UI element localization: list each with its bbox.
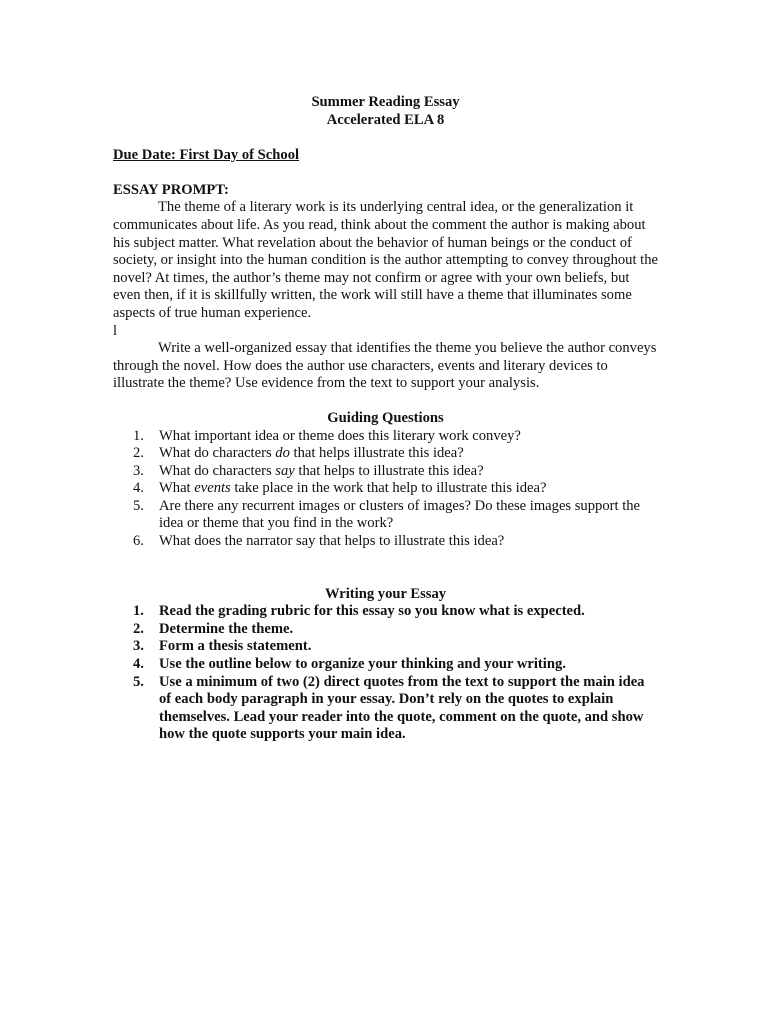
essay-prompt-paragraph-2: Write a well-organized essay that identifies the theme you believe the author conveys through the novel. How does the author use characters, events and literary devices to illustrate the theme? Use evidence from the text to support your analysis. <box>113 340 657 392</box>
list-item <box>113 674 658 744</box>
list-item <box>113 533 658 551</box>
spacer <box>113 551 658 586</box>
list-item <box>113 638 658 656</box>
writing-essay-heading: Writing your Essay <box>324 585 447 602</box>
list-item-number: 3. <box>133 638 144 655</box>
list-item-number: 2. <box>133 445 144 462</box>
list-item-text: What does the narrator say that helps to illustrate this idea? <box>159 533 505 550</box>
list-item-number: 3. <box>133 462 144 479</box>
list-item-text: What do characters <box>159 462 276 479</box>
list-item <box>113 603 658 621</box>
list-item-number: 4. <box>133 480 144 497</box>
document-subtitle: Accelerated ELA 8 <box>326 111 445 128</box>
guiding-questions-heading: Guiding Questions <box>327 409 444 426</box>
list-item <box>113 480 658 498</box>
list-item-text: Form a thesis statement. <box>159 638 312 655</box>
list-item-text: What <box>159 480 195 497</box>
list-item-text-end: that helps to illustrate this idea? <box>294 462 484 479</box>
writing-essay-list <box>113 603 658 744</box>
list-item-text: Determine the theme. <box>159 620 294 637</box>
list-item-emphasis: do <box>275 445 290 462</box>
list-item-text-end: take place in the work that help to illustrate this idea? <box>230 480 547 497</box>
list-item <box>113 656 658 674</box>
list-item-text: Use the outline below to organize your thinking and your writing. <box>159 656 566 673</box>
list-item <box>113 621 658 639</box>
list-item-number: 5. <box>133 497 144 514</box>
list-item-number: 5. <box>133 673 144 690</box>
list-item-number: 1. <box>133 603 144 620</box>
essay-prompt-heading: ESSAY PROMPT: <box>113 181 229 198</box>
list-item-text: What do characters <box>159 445 276 462</box>
list-item-emphasis: say <box>275 462 295 479</box>
list-item-number: 4. <box>133 656 144 673</box>
list-item-emphasis: events <box>194 480 231 497</box>
list-item <box>113 463 658 481</box>
stray-mark: l <box>113 322 118 339</box>
list-item <box>113 498 658 533</box>
list-item-text: What important idea or theme does this literary work convey? <box>159 427 521 444</box>
list-item-text-end: that helps illustrate this idea? <box>289 445 464 462</box>
guiding-questions-list <box>113 428 658 551</box>
due-date: Due Date: First Day of School <box>113 147 300 164</box>
list-item-number: 2. <box>133 620 144 637</box>
list-item-number: 6. <box>133 533 144 550</box>
list-item-text: Are there any recurrent images or clusters of images? Do these images support the idea or theme that you find in the work? <box>159 497 641 532</box>
list-item-text: Use a minimum of two (2) direct quotes from the text to support the main idea of each body paragraph in your essay. Don’t rely on the quotes to explain themselves. Lead your reader into the quote, comment on the quote, and show how the quote supports your main idea. <box>159 673 645 743</box>
list-item <box>113 428 658 446</box>
document-title: Summer Reading Essay <box>311 94 460 110</box>
list-item-text: Read the grading rubric for this essay so you know what is expected. <box>159 603 585 620</box>
essay-prompt-paragraph-1: The theme of a literary work is its underlying central idea, or the generalization it communicates about life. As you read, think about the comment the author is making about his subject matter. What revelation about the behavior of human beings or the conduct of society, or insight into the human condition is the author attempting to convey throughout the novel? At times, the author’s theme may not confirm or agree with your own beliefs, but even then, if it is skillfully written, the work will still have a theme that illuminates some aspects of true human experience. <box>113 199 659 321</box>
list-item <box>113 445 658 463</box>
list-item-number: 1. <box>133 427 144 444</box>
document-content <box>113 94 658 744</box>
